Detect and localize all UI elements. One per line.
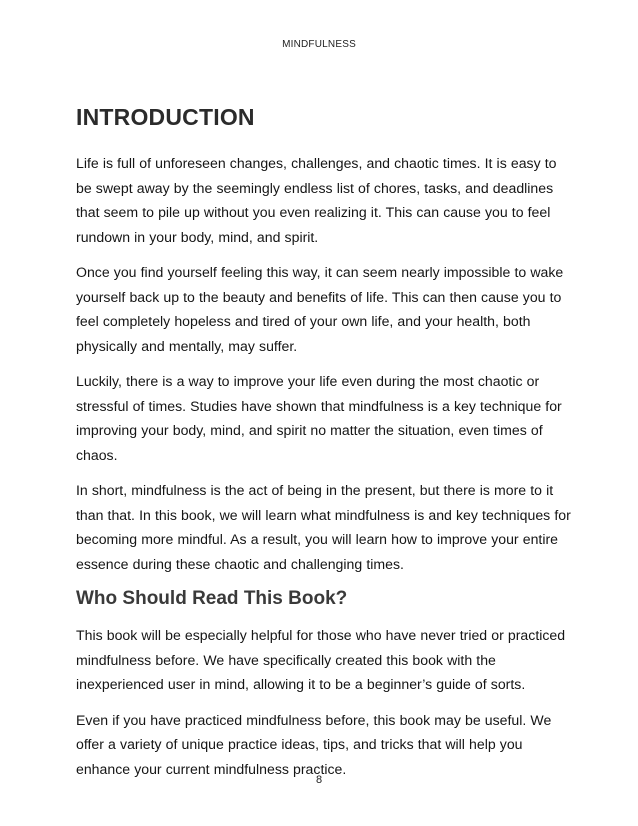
page-number: 8 xyxy=(315,774,323,786)
running-header: MINDFULNESS xyxy=(282,39,356,50)
intro-paragraph-3: Luckily, there is a way to improve your life even during the most chaotic or stressful of times. Studies have shown that mindfulness is a key technique for improving your body, mind, and spirit no matter the situation, even times of chaos. xyxy=(76,373,562,463)
page-content xyxy=(76,103,576,792)
who-paragraph-1: This book will be especially helpful for those who have never tried or practiced mindfulness before. We have specifically created this book with the inexperienced user in mind, allowing it to be a beginner’s guide of sorts. xyxy=(76,627,566,692)
chapter-title: INTRODUCTION xyxy=(76,104,255,130)
section-heading-who-should-read: Who Should Read This Book? xyxy=(76,588,348,609)
intro-paragraph-4: In short, mindfulness is the act of being in the present, but there is more to it than that. In this book, we will learn what mindfulness is and key techniques for becoming more mindful. As a result, you will learn how to improve your entire essence during these chaotic and challenging times. xyxy=(76,482,571,572)
intro-paragraph-1: Life is full of unforeseen changes, challenges, and chaotic times. It is easy to be swept away by the seemingly endless list of chores, tasks, and deadlines that seem to pile up without you even realizing it. This can cause you to feel rundown in your body, mind, and spirit. xyxy=(76,155,557,245)
who-paragraph-2: Even if you have practiced mindfulness before, this book may be useful. We offer a variety of unique practice ideas, tips, and tricks that will help you enhance your current mindfulness practice. xyxy=(76,711,552,777)
intro-paragraph-2: Once you find yourself feeling this way, it can seem nearly impossible to wake yourself back up to the beauty and benefits of life. This can then cause you to feel completely hopeless and tired of your own life, and your health, both physically and mentally, may suffer. xyxy=(76,264,564,354)
